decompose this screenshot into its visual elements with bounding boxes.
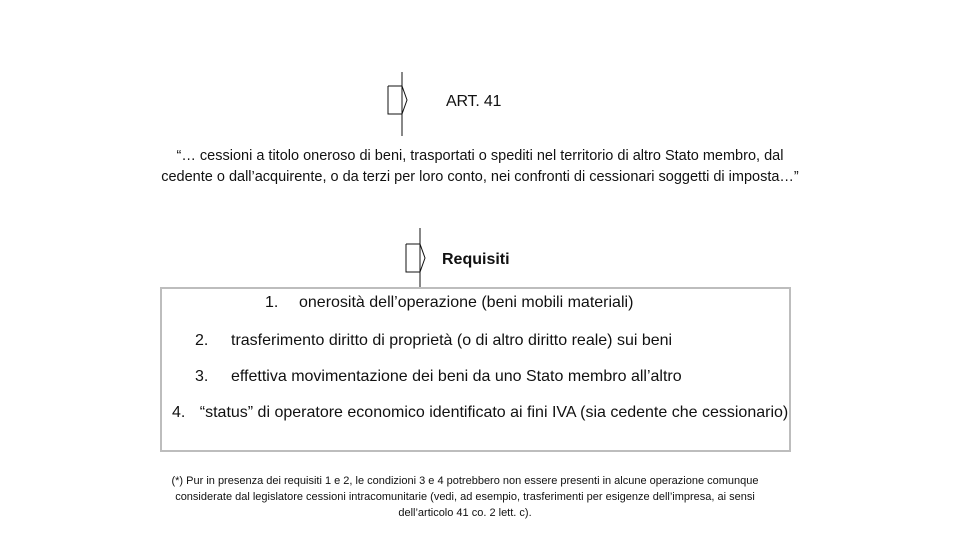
requirements-title: Requisiti [442, 251, 510, 268]
requirement-item [195, 330, 672, 352]
requirement-number: 3. [195, 368, 209, 385]
requirement-text: onerosità dell’operazione (beni mobili materiali) [299, 294, 634, 311]
article-title: ART. 41 [446, 93, 502, 110]
footnote: (*) Pur in presenza dei requisiti 1 e 2, le condizioni 3 e 4 potrebbero non essere presenti in alcune operazione comunque considerate dal legislatore cessioni intracomunitarie (vedi, ad esempio, trasferimenti per esigenze dell’impresa, ai sensi dell’articolo 41 co. 2 lett. c). [171, 475, 759, 519]
arrow-marker-icon [404, 228, 428, 288]
requirement-number: 4. [172, 404, 186, 421]
requirement-number: 1. [265, 294, 279, 311]
requirement-number: 2. [195, 332, 209, 349]
requirement-text: effettiva movimentazione dei beni da uno Stato membro all’altro [231, 368, 682, 385]
requirement-item [265, 292, 633, 314]
requirement-text: trasferimento diritto di proprietà (o di altro diritto reale) sui beni [231, 332, 673, 349]
article-quote: “… cessioni a titolo oneroso di beni, trasportati o spediti nel territorio di altro Stato membro, dal cedente o dall’acquirente, o da terzi per loro conto, nei confronti di cessionari soggetti di imposta…” [161, 148, 799, 185]
requirement-text: “status” di operatore economico identificato ai fini IVA (sia cedente che cessionario) [199, 404, 789, 421]
requirement-item [195, 366, 682, 388]
arrow-marker-icon [386, 72, 410, 136]
